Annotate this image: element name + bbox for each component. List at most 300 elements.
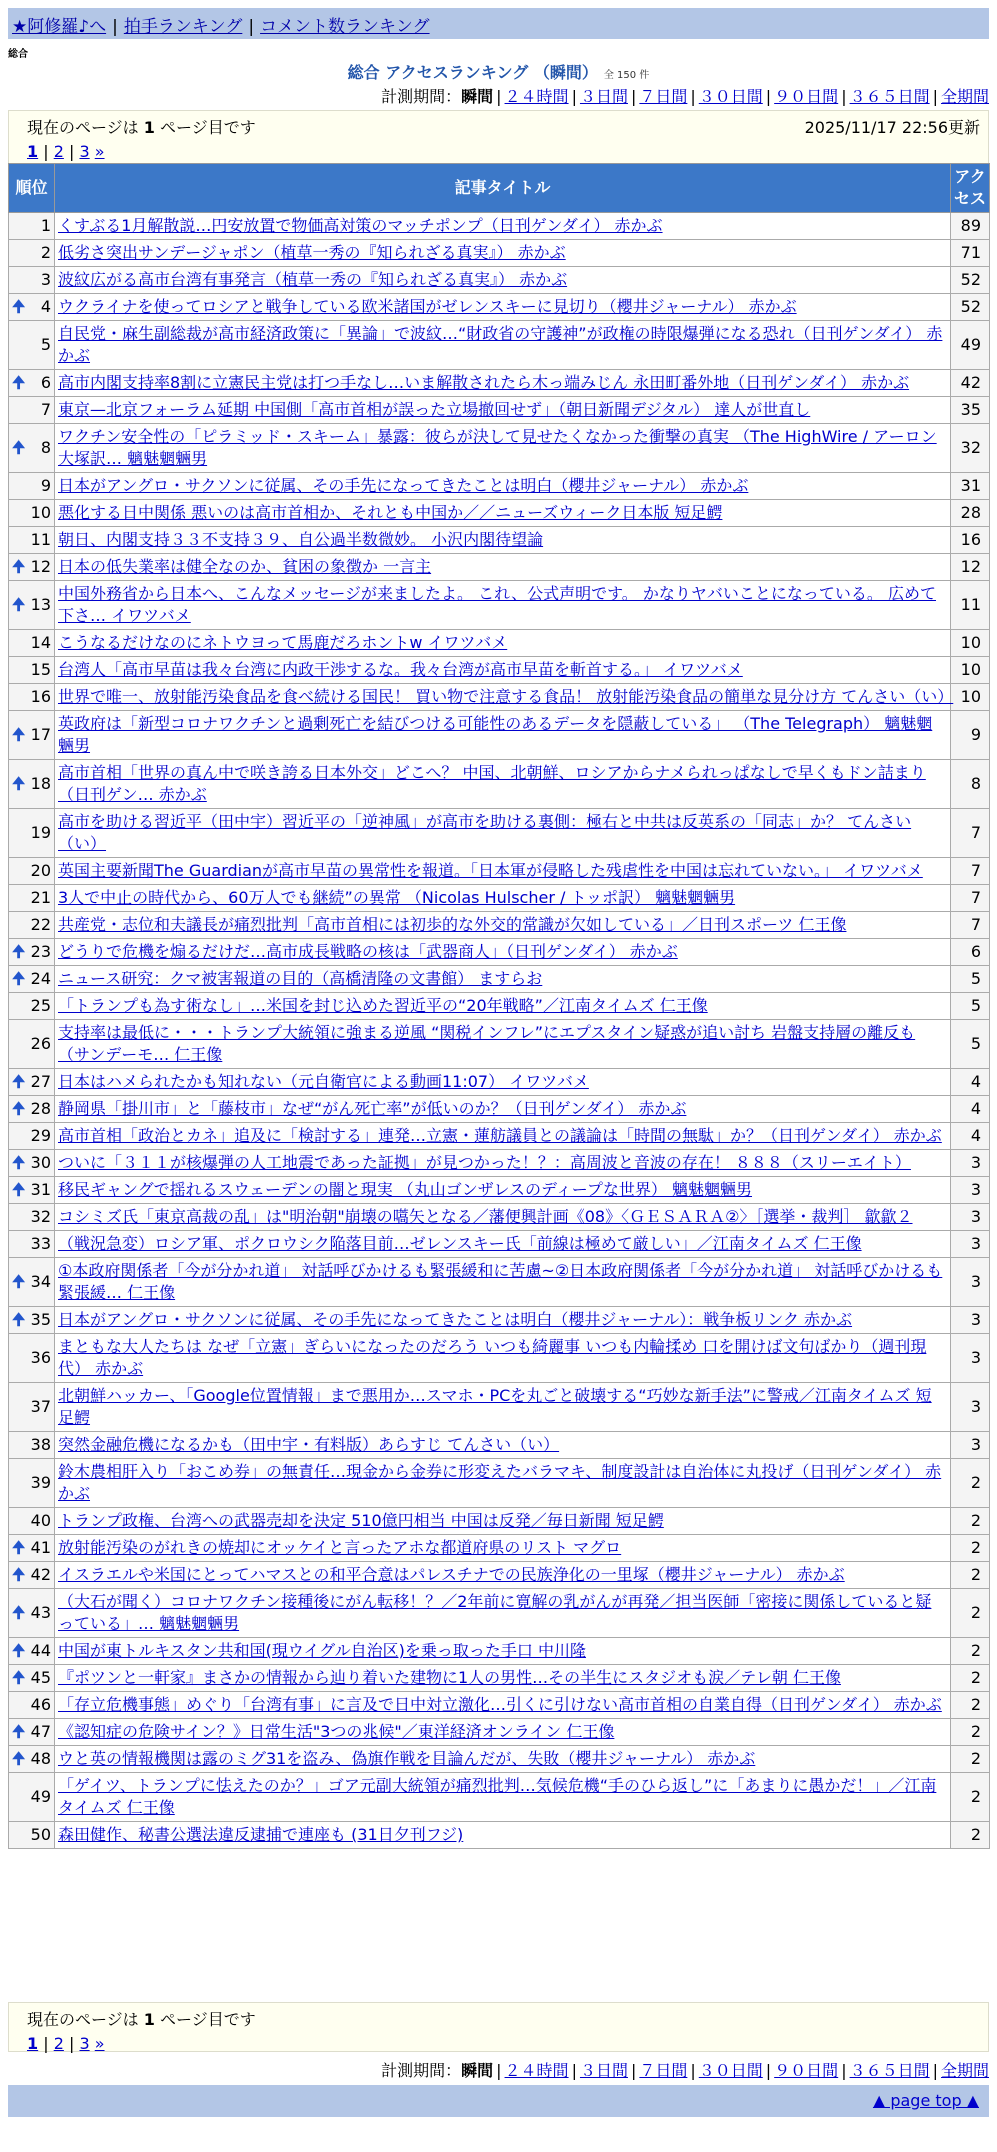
rank-cell	[9, 1204, 55, 1231]
title-cell	[55, 1822, 951, 1849]
title-cell	[55, 657, 951, 684]
table-row	[9, 1589, 990, 1638]
title-cell	[55, 321, 951, 370]
period-current-bottom: 瞬間	[461, 2061, 494, 2080]
article-title-link[interactable]: 「ゲイツ、トランプに怯えたのか？」ゴア元副大統領が痛烈批判…気候危機“手のひら返し”に「あまりに愚かだ！」／江南タイムズ 仁王像	[58, 1776, 937, 1817]
page-info-bottom	[8, 2002, 989, 2052]
up-arrow-icon: 🠉	[12, 373, 26, 392]
title-cell	[55, 1746, 951, 1773]
home-link[interactable]: ★阿修羅♪へ	[12, 17, 107, 37]
title-cell	[55, 1123, 951, 1150]
rank-number: 18	[30, 774, 51, 793]
access-count: 8	[951, 760, 990, 809]
period-link-5-top[interactable]: ９０日間	[774, 87, 839, 106]
article-title-link[interactable]: 世界で唯一、放射能汚染食品を食べ続ける国民！ 買い物で注意する食品！ 放射能汚染食品の簡単な見分け方 てんさい（い）	[58, 687, 954, 706]
article-title-link[interactable]: 自民党・麻生副総裁が高市経済政策に「異論」で波紋…“財政省の守護神”が政権の時限爆弾になる恐れ（日刊ゲンダイ） 赤かぶ	[58, 324, 943, 365]
table-row	[9, 939, 990, 966]
title-cell	[55, 1150, 951, 1177]
access-count: 52	[951, 294, 990, 321]
article-title-link[interactable]: 東京—北京フォーラム延期 中国側「高市首相が誤った立場撤回せず」（朝日新聞デジタル） 達人が世直し	[58, 400, 811, 419]
rank-cell	[9, 1177, 55, 1204]
title-cell	[55, 858, 951, 885]
rank-number: 11	[30, 530, 51, 549]
up-arrow-icon: 🠉	[12, 1538, 26, 1557]
title-cell	[55, 1665, 951, 1692]
rank-cell	[9, 1069, 55, 1096]
table-row	[9, 1535, 990, 1562]
rank-cell	[9, 240, 55, 267]
table-row	[9, 1665, 990, 1692]
table-row	[9, 630, 990, 657]
column-header-rank: 順位	[9, 164, 55, 213]
table-row	[9, 993, 990, 1020]
rank-number: 48	[30, 1749, 51, 1768]
table-row	[9, 473, 990, 500]
table-row	[9, 885, 990, 912]
rank-number: 43	[30, 1603, 51, 1622]
period-separator: |	[841, 2061, 847, 2080]
access-count: 3	[951, 1432, 990, 1459]
period-link-7-top[interactable]: 全期間	[940, 87, 989, 106]
table-row	[9, 1562, 990, 1589]
period-link-6-top[interactable]: ３６５日間	[849, 87, 930, 106]
rank-number: 23	[30, 942, 51, 961]
top-navigation: ★阿修羅♪へ | 拍手ランキング | コメント数ランキング	[8, 8, 989, 39]
article-title-link[interactable]: 朝日、内閣支持３３不支持３９、自公過半数微妙。 小沢内閣待望論	[58, 530, 544, 549]
title-cell	[55, 1459, 951, 1508]
article-title-link[interactable]: 台湾人「高市早苗は我々台湾に内政干渉するな。我々台湾が高市早苗を斬首する。」 イワツバメ	[58, 660, 743, 679]
access-count: 31	[951, 473, 990, 500]
article-title-link[interactable]: 高市内閣支持率8割に立憲民主党は打つ手なし…いま解散されたら木っ端みじん 永田町番外地（日刊ゲンダイ） 赤かぶ	[58, 373, 910, 392]
up-arrow-icon: 🠉	[12, 1099, 26, 1118]
table-row	[9, 1231, 990, 1258]
title-cell	[55, 1307, 951, 1334]
rank-number: 15	[30, 660, 51, 679]
rank-cell	[9, 1096, 55, 1123]
period-link-5-bottom[interactable]: ９０日間	[774, 2061, 839, 2080]
access-count: 7	[951, 885, 990, 912]
rank-number: 4	[40, 297, 51, 316]
access-count: 2	[951, 1665, 990, 1692]
up-arrow-icon: 🠉	[12, 1180, 26, 1199]
up-arrow-icon: 🠉	[12, 1722, 26, 1741]
title-cell	[55, 1096, 951, 1123]
title-cell	[55, 240, 951, 267]
article-title-link[interactable]: 静岡県「掛川市」と「藤枝市」なぜ“がん死亡率”が低いのか？（日刊ゲンダイ） 赤かぶ	[58, 1099, 687, 1118]
period-separator: |	[841, 87, 847, 106]
current-page-text: 現在のページは 1 ページ目です	[27, 118, 256, 137]
article-title-link[interactable]: 高市首相「政治とカネ」追及に「検討する」連発…立憲・蓮舫議員との議論は「時間の無駄」か？（日刊ゲンダイ） 赤かぶ	[58, 1126, 942, 1145]
access-count: 3	[951, 1307, 990, 1334]
article-title-link[interactable]: 『ポツンと一軒家』まさかの情報から辿り着いた建物に1人の男性…その半生にスタジオも涙／テレ朝 仁王像	[58, 1668, 841, 1687]
period-separator: |	[496, 87, 502, 106]
rank-number: 2	[40, 243, 51, 262]
rank-cell	[9, 267, 55, 294]
rank-cell	[9, 294, 55, 321]
rank-cell	[9, 1231, 55, 1258]
access-count: 2	[951, 1459, 990, 1508]
pager-separator: |	[38, 142, 54, 161]
rank-number: 19	[30, 823, 51, 842]
article-title-link[interactable]: どうりで危機を煽るだけだ…高市成長戦略の核は「武器商人」（日刊ゲンダイ） 赤かぶ	[58, 942, 678, 961]
rank-cell	[9, 1638, 55, 1665]
period-separator: |	[630, 2061, 637, 2080]
access-count: 4	[951, 1069, 990, 1096]
period-link-4-top[interactable]: ３０日間	[698, 87, 763, 106]
article-title-link[interactable]: まともな大人たちは なぜ「立憲」ぎらいになったのだろう いつも綺麗事 いつも内輪揉め 口を開けば文句ばかり（週刊現代） 赤かぶ	[58, 1337, 927, 1378]
rank-cell	[9, 1383, 55, 1432]
access-count: 4	[951, 1096, 990, 1123]
article-title-link[interactable]: 日本の低失業率は健全なのか、貧困の象徴か 一言主	[58, 557, 432, 576]
page-title-text: 総合 アクセスランキング （瞬間）	[347, 63, 598, 82]
article-title-link[interactable]: 英国主要新聞The Guardianが高市早苗の異常性を報道。「日本軍が侵略した残虐性を中国は忘れていない。」 イワツバメ	[58, 861, 923, 880]
up-arrow-icon: 🠉	[12, 1153, 26, 1172]
pager-page-3-bottom[interactable]: 3	[79, 2034, 90, 2053]
rank-cell	[9, 657, 55, 684]
title-cell	[55, 370, 951, 397]
period-link-1-bottom[interactable]: ２４時間	[504, 2061, 569, 2080]
up-arrow-icon: 🠉	[12, 1749, 26, 1768]
table-row	[9, 370, 990, 397]
article-title-link[interactable]: 移民ギャングで揺れるスウェーデンの闇と現実 （丸山ゴンザレスのディープな世界） 魑魅魍魎男	[58, 1180, 753, 1199]
access-count: 3	[951, 1334, 990, 1383]
access-count: 2	[951, 1773, 990, 1822]
article-title-link[interactable]: 「存立危機事態」めぐり「台湾有事」に言及で日中対立激化…引くに引けない高市首相の自業自得（日刊ゲンダイ） 赤かぶ	[58, 1695, 942, 1714]
title-cell	[55, 1204, 951, 1231]
rank-number: 8	[40, 438, 51, 457]
current-page-text-bottom: 現在のページは 1 ページ目です	[27, 2010, 256, 2029]
rank-cell	[9, 527, 55, 554]
table-row	[9, 267, 990, 294]
rank-number: 12	[30, 557, 51, 576]
period-selector-top	[381, 84, 989, 107]
table-row	[9, 424, 990, 473]
rank-number: 45	[30, 1668, 51, 1687]
rank-number: 30	[30, 1153, 51, 1172]
column-header-title: 記事タイトル	[55, 164, 951, 213]
article-title-link[interactable]: 英政府は「新型コロナワクチンと過剰死亡を結びつける可能性のあるデータを隠蔽している」 （The Telegraph） 魑魅魍魎男	[58, 714, 933, 755]
updated-timestamp: 2025/11/17 22:56更新	[804, 118, 980, 137]
up-arrow-icon: 🠉	[12, 1565, 26, 1584]
period-separator: |	[690, 2061, 696, 2080]
rank-number: 44	[30, 1641, 51, 1660]
rank-cell	[9, 213, 55, 240]
rank-cell	[9, 581, 55, 630]
title-cell	[55, 1508, 951, 1535]
article-title-link[interactable]: 高市首相「世界の真ん中で咲き誇る日本外交」どこへ？ 中国、北朝鮮、ロシアからナメられっぱなしで早くもドン詰まり（日刊ゲン… 赤かぶ	[58, 763, 926, 804]
rank-number: 26	[30, 1034, 51, 1053]
table-row	[9, 684, 990, 711]
table-row	[9, 1383, 990, 1432]
table-row	[9, 500, 990, 527]
article-title-link[interactable]: トランプ政権、台湾への武器売却を決定 510億円相当 中国は反発／毎日新聞 短足鰐	[58, 1511, 664, 1530]
article-title-link[interactable]: 放射能汚染のがれきの焼却にオッケイと言ったアホな都道府県のリスト マグロ	[58, 1538, 622, 1557]
rank-cell	[9, 1535, 55, 1562]
table-row	[9, 858, 990, 885]
rank-number: 16	[30, 687, 51, 706]
article-title-link[interactable]: 中国外務省から日本へ、こんなメッセージが来ましたよ。 これ、公式声明です。 かなりヤバいことになっている。 広めて下さ… イワツバメ	[58, 584, 936, 625]
access-count: 2	[951, 1508, 990, 1535]
rank-cell	[9, 1719, 55, 1746]
rank-cell	[9, 858, 55, 885]
table-row	[9, 321, 990, 370]
article-title-link[interactable]: （大石が聞く）コロナワクチン接種後にがん転移！？／2年前に寛解の乳がんが再発／担当医師「密接に関係していると疑っている」… 魑魅魍魎男	[58, 1592, 932, 1633]
table-row	[9, 1508, 990, 1535]
period-link-4-bottom[interactable]: ３０日間	[698, 2061, 763, 2080]
table-row	[9, 1719, 990, 1746]
rank-cell	[9, 397, 55, 424]
article-title-link[interactable]: 日本がアングロ・サクソンに従属、その手先になってきたことは明白（櫻井ジャーナル） 赤かぶ	[58, 476, 749, 495]
rank-number: 31	[30, 1180, 51, 1199]
rank-number: 25	[30, 996, 51, 1015]
title-cell	[55, 213, 951, 240]
rank-cell	[9, 424, 55, 473]
article-title-link[interactable]: 高市を助ける習近平（田中宇）習近平の「逆神風」が高市を助ける裏側：極右と中共は反英系の「同志」か？ てんさい（い）	[58, 812, 912, 853]
pager-next-bottom[interactable]: »	[94, 2034, 105, 2053]
rank-number: 7	[40, 400, 51, 419]
rank-number: 32	[30, 1207, 51, 1226]
title-cell	[55, 1719, 951, 1746]
pager-page-2-top[interactable]: 2	[53, 142, 64, 161]
title-cell	[55, 267, 951, 294]
rank-cell	[9, 809, 55, 858]
period-link-7-bottom[interactable]: 全期間	[940, 2061, 989, 2080]
table-row	[9, 1773, 990, 1822]
access-count: 52	[951, 267, 990, 294]
title-cell	[55, 809, 951, 858]
period-link-3-bottom[interactable]: ７日間	[639, 2061, 688, 2080]
table-row	[9, 1334, 990, 1383]
title-cell	[55, 1692, 951, 1719]
table-row	[9, 1638, 990, 1665]
rank-cell	[9, 711, 55, 760]
rank-number: 50	[30, 1825, 51, 1844]
rank-number: 41	[30, 1538, 51, 1557]
rank-cell	[9, 1334, 55, 1383]
title-cell	[55, 1020, 951, 1069]
table-row	[9, 1258, 990, 1307]
access-count: 2	[951, 1562, 990, 1589]
table-row	[9, 554, 990, 581]
article-title-link[interactable]: 突然金融危機になるかも（田中宇・有料版）あらすじ てんさい（い）	[58, 1435, 560, 1454]
rank-number: 21	[30, 888, 51, 907]
article-title-link[interactable]: 北朝鮮ハッカー、「Google位置情報」まで悪用か…スマホ・PCを丸ごと破壊する“巧妙な新手法”に警戒／江南タイムズ 短足鰐	[58, 1386, 932, 1427]
period-link-6-bottom[interactable]: ３６５日間	[849, 2061, 930, 2080]
article-title-link[interactable]: 日本はハメられたかも知れない（元自衛官による動画11:07） イワツバメ	[58, 1072, 589, 1091]
up-arrow-icon: 🠉	[12, 1641, 26, 1660]
access-count: 6	[951, 939, 990, 966]
title-cell	[55, 993, 951, 1020]
period-link-2-top[interactable]: ３日間	[579, 87, 628, 106]
rank-cell	[9, 1459, 55, 1508]
rank-number: 17	[30, 725, 51, 744]
table-row	[9, 1069, 990, 1096]
title-cell	[55, 1383, 951, 1432]
access-count: 5	[951, 993, 990, 1020]
article-title-link[interactable]: イスラエルや米国にとってハマスとの和平合意はパレスチナでの民族浄化の一里塚（櫻井ジャーナル） 赤かぶ	[58, 1565, 845, 1584]
rank-number: 3	[40, 270, 51, 289]
table-row	[9, 1307, 990, 1334]
table-row	[9, 1123, 990, 1150]
access-count: 89	[951, 213, 990, 240]
rank-cell	[9, 684, 55, 711]
article-title-link[interactable]: こうなるだけなのにネトウヨって馬鹿だろホントw イワツバメ	[58, 633, 508, 652]
title-cell	[55, 473, 951, 500]
access-count: 4	[951, 1123, 990, 1150]
rank-cell	[9, 1258, 55, 1307]
article-title-link[interactable]: ついに「３１１が核爆弾の人工地震であった証拠」が見つかった！？：高周波と音波の存在！ ８８８（スリーエイト）	[58, 1153, 911, 1172]
period-label-bottom: 計測期間：	[381, 2061, 462, 2080]
pager-next-top[interactable]: »	[94, 142, 105, 161]
table-row	[9, 240, 990, 267]
pager-page-1-top[interactable]: 1	[27, 142, 39, 161]
title-cell	[55, 630, 951, 657]
article-title-link[interactable]: くすぶる1月解散説…円安放置で物価高対策のマッチポンプ（日刊ゲンダイ） 赤かぶ	[58, 216, 663, 235]
up-arrow-icon: 🠉	[12, 1603, 26, 1622]
article-title-link[interactable]: 悪化する日中関係 悪いのは高市首相か、それとも中国か／／ニューズウィーク日本版 短足鰐	[58, 503, 723, 522]
rank-number: 47	[30, 1722, 51, 1741]
article-title-link[interactable]: （戦況急変）ロシア軍、ポクロウシク陥落目前…ゼレンスキー氏「前線は極めて厳しい」／江南タイムズ 仁王像	[58, 1234, 862, 1253]
rank-cell	[9, 1746, 55, 1773]
article-title-link[interactable]: ①本政府関係者「今が分かれ道」 対話呼びかけるも緊張緩和に苦慮~②日本政府関係者「今が分かれ道」 対話呼びかけるも緊張緩… 仁王像	[58, 1261, 943, 1302]
period-link-3-top[interactable]: ７日間	[639, 87, 688, 106]
access-count: 42	[951, 370, 990, 397]
period-separator: |	[932, 2061, 938, 2080]
title-cell	[55, 711, 951, 760]
table-row	[9, 1204, 990, 1231]
article-title-link[interactable]: 中国が東トルキスタン共和国(現ウイグル自治区)を乗っ取った手口 中川隆	[58, 1641, 586, 1660]
title-cell	[55, 1231, 951, 1258]
article-title-link[interactable]: ウクライナを使ってロシアと戦争している欧米諸国がゼレンスキーに見切り（櫻井ジャーナル） 赤かぶ	[58, 297, 797, 316]
table-row	[9, 760, 990, 809]
table-row	[9, 213, 990, 240]
access-count: 71	[951, 240, 990, 267]
access-count: 7	[951, 912, 990, 939]
period-link-2-bottom[interactable]: ３日間	[579, 2061, 628, 2080]
period-separator: |	[571, 2061, 577, 2080]
article-title-link[interactable]: 3人で中止の時代から、60万人でも継続”の異常 （Nicolas Hulscher / トッポ訳） 魑魅魍魎男	[58, 888, 736, 907]
title-cell	[55, 500, 951, 527]
table-row	[9, 1692, 990, 1719]
access-count: 2	[951, 1822, 990, 1849]
title-cell	[55, 424, 951, 473]
rank-number: 38	[30, 1435, 51, 1454]
clap-ranking-link[interactable]: 拍手ランキング	[123, 17, 243, 37]
article-title-link[interactable]: 低劣さ突出サンデージャポン（植草一秀の『知られざる真実』） 赤かぶ	[58, 243, 566, 262]
access-count: 16	[951, 527, 990, 554]
article-title-link[interactable]: ウと英の情報機関は露のミグ31を盗み、偽旗作戦を目論んだが、失敗（櫻井ジャーナル） 赤かぶ	[58, 1749, 756, 1768]
comment-ranking-link[interactable]: コメント数ランキング	[260, 17, 430, 37]
title-cell	[55, 1773, 951, 1822]
article-title-link[interactable]: 波紋広がる高市台湾有事発言（植草一秀の『知られざる真実』） 赤かぶ	[58, 270, 568, 289]
up-arrow-icon: 🠉	[12, 942, 26, 961]
footer-bar	[8, 2085, 989, 2117]
access-count: 3	[951, 1383, 990, 1432]
pager-separator: |	[63, 2034, 80, 2053]
access-count: 10	[951, 630, 990, 657]
article-title-link[interactable]: 「トランプも為す術なし」…米国を封じ込めた習近平の“20年戦略”／江南タイムズ 仁王像	[58, 996, 708, 1015]
up-arrow-icon: 🠉	[12, 1072, 26, 1091]
rank-cell	[9, 370, 55, 397]
article-title-link[interactable]: 支持率は最低に・・・トランプ大統領に強まる逆風 “関税インフレ”にエプスタイン疑惑が追い討ち 岩盤支持層の離反も（サンデーモ… 仁王像	[58, 1023, 916, 1064]
access-count: 28	[951, 500, 990, 527]
rank-cell	[9, 1692, 55, 1719]
up-arrow-icon: 🠉	[12, 557, 26, 576]
title-cell	[55, 939, 951, 966]
article-title-link[interactable]: 森田健作、秘書公選法違反逮捕で連座も (31日夕刊フジ)	[58, 1825, 464, 1844]
article-title-link[interactable]: 《認知症の危険サイン？》日常生活"3つの兆候"／東洋経済オンライン 仁王像	[58, 1722, 615, 1741]
access-count: 3	[951, 1204, 990, 1231]
title-cell	[55, 912, 951, 939]
rank-cell	[9, 1562, 55, 1589]
title-cell	[55, 554, 951, 581]
access-count: 3	[951, 1258, 990, 1307]
table-row	[9, 1177, 990, 1204]
access-count: 5	[951, 1020, 990, 1069]
pager-page-2-bottom[interactable]: 2	[53, 2034, 64, 2053]
rank-cell	[9, 966, 55, 993]
page-title	[0, 60, 997, 83]
table-row	[9, 294, 990, 321]
period-separator: |	[765, 87, 772, 106]
article-title-link[interactable]: 鈴木農相肝入り「おこめ券」の無責任…現金から金券に形変えたバラマキ、制度設計は自治体に丸投げ（日刊ゲンダイ） 赤かぶ	[58, 1462, 942, 1503]
period-separator: |	[571, 87, 577, 106]
title-cell	[55, 1258, 951, 1307]
rank-cell	[9, 1773, 55, 1822]
article-title-link[interactable]: ワクチン安全性の「ピラミッド・スキーム」暴露：彼らが決して見せたくなかった衝撃の真実 （The HighWire / アーロン大塚訳… 魑魅魍魎男	[58, 427, 937, 468]
rank-number: 6	[40, 373, 51, 392]
title-cell	[55, 1562, 951, 1589]
access-count: 32	[951, 424, 990, 473]
article-title-link[interactable]: 日本がアングロ・サクソンに従属、その手先になってきたことは明白（櫻井ジャーナル）：戦争板リンク 赤かぶ	[58, 1310, 853, 1329]
page-top-link[interactable]: ▲ page top ▲	[872, 2091, 979, 2110]
access-count: 2	[951, 1692, 990, 1719]
access-count: 11	[951, 581, 990, 630]
rank-number: 37	[30, 1397, 51, 1416]
period-link-1-top[interactable]: ２４時間	[504, 87, 569, 106]
article-title-link[interactable]: 共産党・志位和夫議長が痛烈批判「高市首相には初歩的な外交的常識が欠如している」／日刊スポーツ 仁王像	[58, 915, 847, 934]
title-cell	[55, 527, 951, 554]
pager-page-1-bottom[interactable]: 1	[27, 2034, 39, 2053]
access-count: 2	[951, 1638, 990, 1665]
article-title-link[interactable]: ニュース研究：クマ被害報道の目的（高橋清隆の文書館） ますらお	[58, 969, 543, 988]
table-row	[9, 1150, 990, 1177]
up-arrow-icon: 🠉	[12, 1272, 26, 1291]
access-count: 9	[951, 711, 990, 760]
access-count: 10	[951, 657, 990, 684]
access-count: 3	[951, 1231, 990, 1258]
rank-number: 28	[30, 1099, 51, 1118]
total-count: 全 150 件	[603, 70, 650, 81]
rank-cell	[9, 993, 55, 1020]
rank-cell	[9, 939, 55, 966]
up-arrow-icon: 🠉	[12, 1668, 26, 1687]
rank-number: 42	[30, 1565, 51, 1584]
up-arrow-icon: 🠉	[12, 438, 26, 457]
pager-page-3-top[interactable]: 3	[79, 142, 90, 161]
title-cell	[55, 760, 951, 809]
up-arrow-icon: 🠉	[12, 725, 26, 744]
rank-cell	[9, 1123, 55, 1150]
table-row	[9, 581, 990, 630]
rank-number: 34	[30, 1272, 51, 1291]
table-row	[9, 527, 990, 554]
ranking-table	[8, 163, 990, 1849]
pager-separator: |	[63, 142, 80, 161]
rank-number: 9	[40, 476, 51, 495]
title-cell	[55, 1177, 951, 1204]
article-title-link[interactable]: コシミズ氏「東京高裁の乱」は"明治朝"崩壊の嚆矢となる／藩便興計画《08》〈ＧＥＳＡＲＡ②〉［選挙・裁判］ 歙歙２	[58, 1207, 913, 1226]
